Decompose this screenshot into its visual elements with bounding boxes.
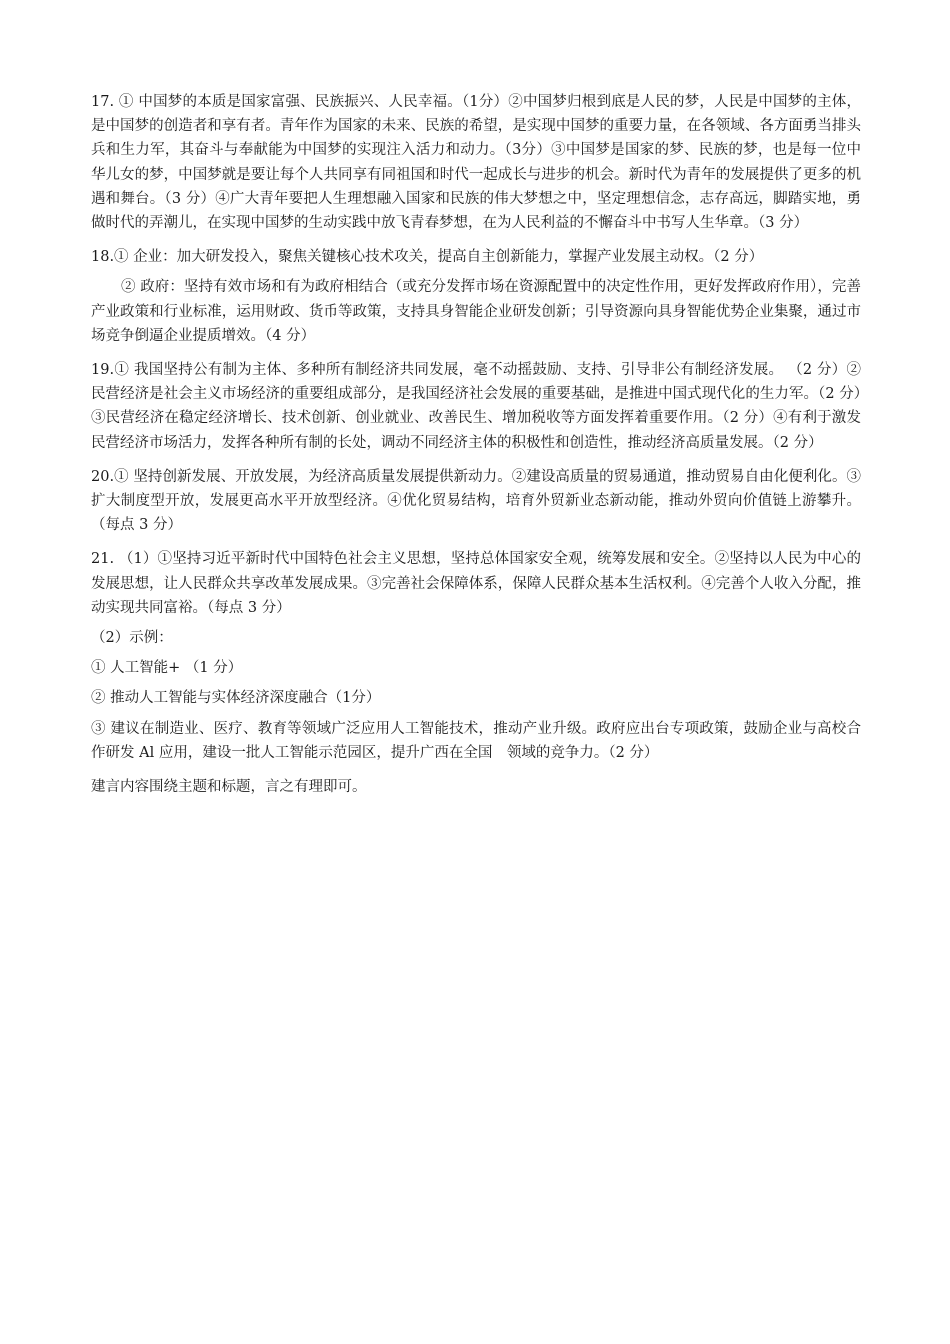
grading-note: 建言内容围绕主题和标题，言之有理即可。 (91, 779, 367, 796)
answer-20: 20.① 坚持创新发展、开放发展，为经济高质量发展提供新动力。②建设高质量的贸易通道，推动贸易自由化便利化。③扩大制度型开放，发展更高水平开放型经济。④优化贸易结构，培育外贸新业态新动能，推动外贸向价值链上游攀升。（每点 3 分） (91, 468, 861, 534)
answer-18-government: ② 政府：坚持有效市场和有为政府相结合（或充分发挥市场在资源配置中的决定性作用，更好发挥政府作用），完善产业政策和行业标准，运用财政、货币等政策，支持具身智能企业研发创新；引导资源向具身智能优势企业集聚，通过市场竞争倒逼企业提质增效。（4 分） (91, 279, 861, 344)
answer-21-part1: 21. （1）①坚持习近平新时代中国特色社会主义思想，坚持总体国家安全观，统筹发展和安全。②坚持以人民为中心的发展思想，让人民群众共享改革发展成果。③完善社会保障体系，保障人民群众基本生活权利。④完善个人收入分配，推动实现共同富裕。（每点 3 分） (91, 551, 861, 616)
answer-21-part2-item2: ② 推动人工智能与实体经济深度融合（1分） (91, 690, 381, 707)
answer-21-part2-item1: ① 人工智能+ （1 分） (91, 660, 243, 677)
answer-18-enterprise: 18.① 企业：加大研发投入，聚焦关键核心技术攻关，提高自主创新能力，掌握产业发展主动权。（2 分） (91, 249, 764, 266)
answer-17: 17. ① 中国梦的本质是国家富强、民族振兴、人民幸福。（1分）②中国梦归根到底是人民的梦，人民是中国梦的主体，是中国梦的创造者和享有者。青年作为国家的未来、民族的希望，是实现中国梦的重要力量，在各领域、各方面勇当排头兵和生力军，其奋斗与奉献能为中国梦的实现注入活力和动力。（3分）③中国梦是国家的梦、民族的梦，也是每一位中华儿女的梦，中国梦就是要让每个人共同享有同祖国和时代一起成长与进步的机会。新时代为青年的发展提供了更多的机遇和舞台。（3 分）④广大青年要把人生理想融入国家和民族的伟大梦想之中，坚定理想信念，志存高远，脚踏实地，勇做时代的弄潮儿，在实现中国梦的生动实践中放飞青春梦想，在为人民利益的不懈奋斗中书写人生华章。（3 分） (91, 94, 861, 232)
answer-sheet (91, 90, 861, 809)
answer-19: 19.① 我国坚持公有制为主体、多种所有制经济共同发展，毫不动摇鼓励、支持、引导非公有制经济发展。 （2 分）②民营经济是社会主义市场经济的重要组成部分，是我国经济社会发展的重要基础，是推进中国式现代化的生力军。（2 分）③民营经济在稳定经济增长、技术创新、创业就业、改善民生、增加税收等方面发挥着重要作用。（2 分）④有利于激发民营经济市场活力，发挥各种所有制的长处，调动不同经济主体的积极性和创造性，推动经济高质量发展。（2 分） (91, 362, 861, 451)
answer-21-part2-item3: ③ 建议在制造业、医疗、教育等领域广泛应用人工智能技术，推动产业升级。政府应出台专项政策，鼓励企业与高校合作研发 Al 应用，建设一批人工智能示范园区，提升广西在全国 领域的竞争力。（2 分） (91, 720, 861, 761)
answer-21-part2-heading: （2）示例： (91, 630, 173, 647)
